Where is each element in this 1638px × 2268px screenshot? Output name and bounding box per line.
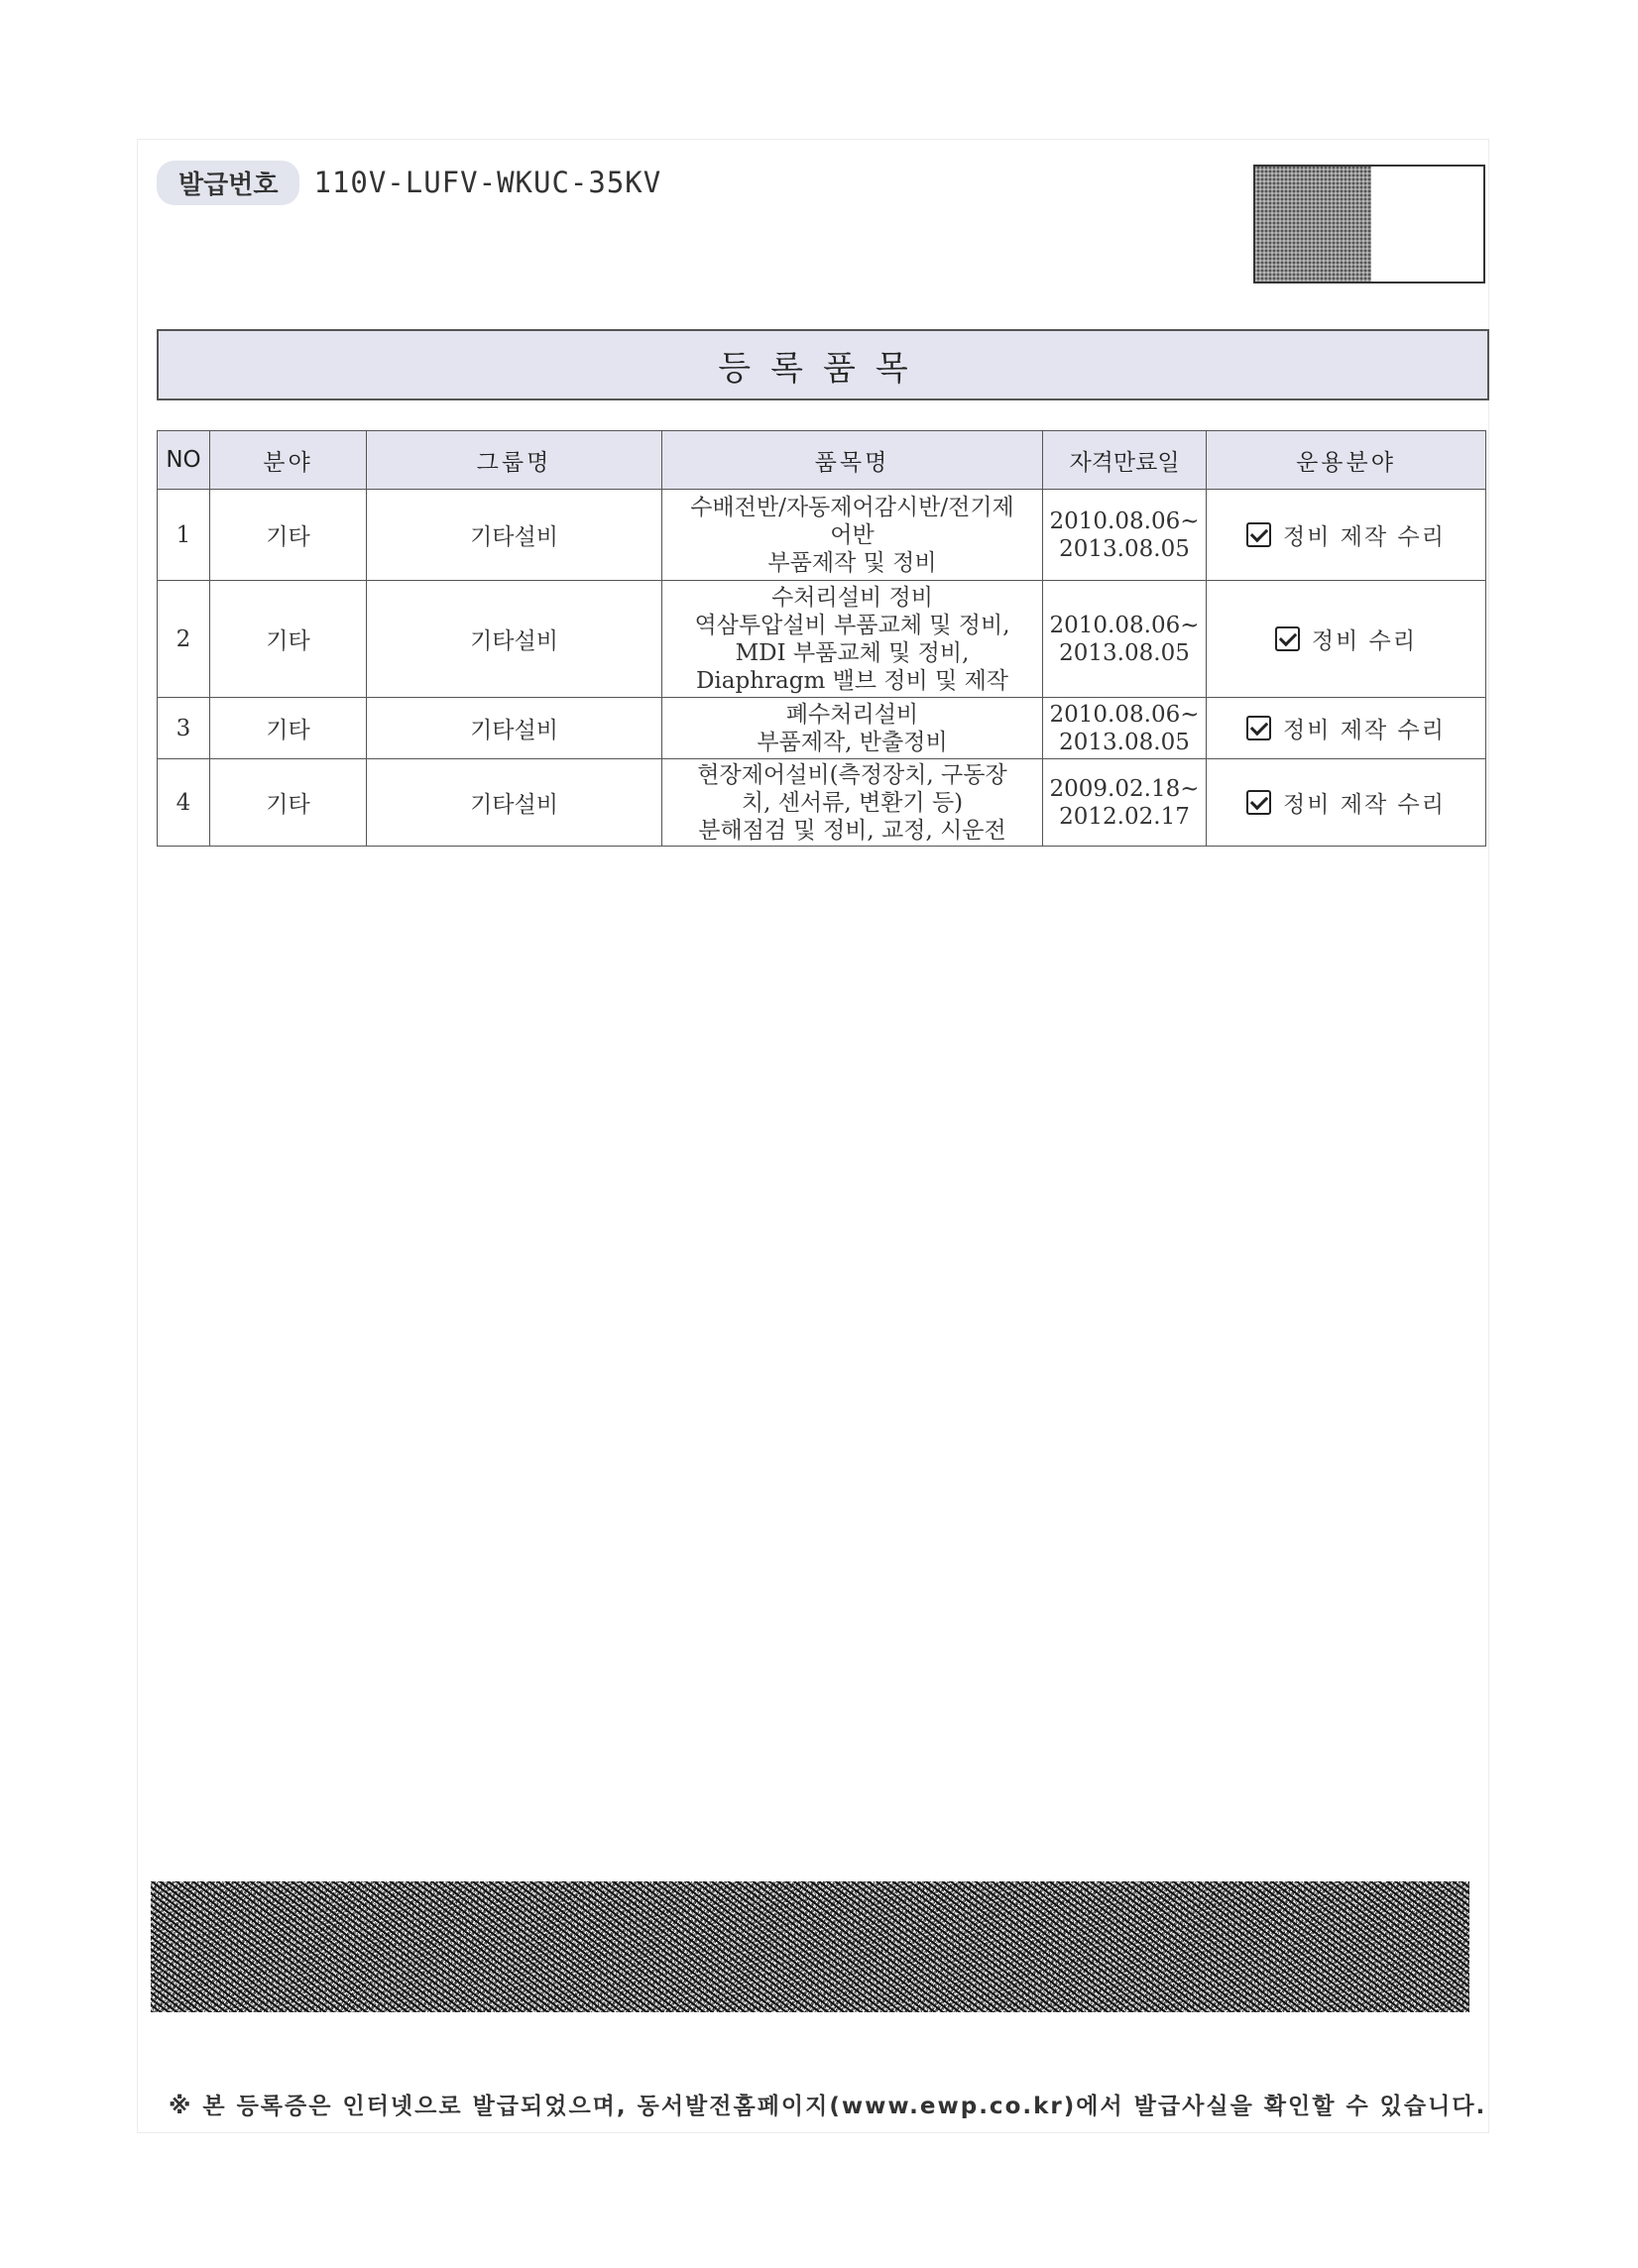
date-end: 2013.08.05 bbox=[1059, 535, 1190, 562]
cell-expiry bbox=[1043, 490, 1207, 581]
cell-expiry bbox=[1043, 581, 1207, 698]
checkbox-checked-icon bbox=[1246, 716, 1271, 740]
table-header-row bbox=[158, 431, 1486, 490]
cell-group: 기타설비 bbox=[367, 490, 662, 581]
cell-no: 2 bbox=[158, 581, 210, 698]
table-row bbox=[158, 759, 1486, 847]
issue-number bbox=[157, 163, 661, 202]
issue-number-code: 110V-LUFV-WKUC-35KV bbox=[313, 166, 662, 199]
cell-field: 기타 bbox=[210, 581, 367, 698]
cell-field: 기타 bbox=[210, 490, 367, 581]
cell-no: 1 bbox=[158, 490, 210, 581]
cell-group: 기타설비 bbox=[367, 581, 662, 698]
date-end: 2013.08.05 bbox=[1059, 639, 1190, 666]
date-start: 2010.08.06~ bbox=[1049, 508, 1200, 534]
cell-item bbox=[662, 490, 1043, 581]
item-line: 수배전반/자동제어감시반/전기제 bbox=[690, 494, 1014, 520]
col-header-expiry: 자격만료일 bbox=[1043, 431, 1207, 490]
checkbox-checked-icon bbox=[1246, 522, 1271, 547]
item-line: 수처리설비 정비 bbox=[771, 584, 933, 611]
issue-number-label: 발급번호 bbox=[157, 161, 299, 205]
stamp-pattern bbox=[1255, 167, 1371, 282]
cell-no: 3 bbox=[158, 698, 210, 759]
item-line: MDI 부품교체 및 정비, bbox=[735, 639, 970, 666]
item-line: 역삼투압설비 부품교체 및 정비, bbox=[694, 612, 1010, 638]
cell-item bbox=[662, 759, 1043, 847]
col-header-no: NO bbox=[158, 431, 210, 490]
date-start: 2010.08.06~ bbox=[1049, 701, 1200, 728]
date-end: 2012.02.17 bbox=[1059, 803, 1190, 830]
checkbox-checked-icon bbox=[1246, 790, 1271, 815]
item-line: 분해점검 및 정비, 교정, 시운전 bbox=[698, 817, 1006, 844]
table-row bbox=[158, 698, 1486, 759]
item-line: 어반 bbox=[830, 521, 875, 548]
date-start: 2010.08.06~ bbox=[1049, 612, 1200, 638]
date-end: 2013.08.05 bbox=[1059, 729, 1190, 755]
cell-item bbox=[662, 698, 1043, 759]
scope-text: 정비 제작 수리 bbox=[1283, 524, 1446, 550]
scope-text: 정비 수리 bbox=[1311, 628, 1418, 654]
cell-scope bbox=[1207, 581, 1486, 698]
checkbox-checked-icon bbox=[1275, 626, 1300, 651]
col-header-field: 분야 bbox=[210, 431, 367, 490]
table-row bbox=[158, 490, 1486, 581]
section-banner bbox=[157, 329, 1489, 400]
item-line: 현장제어설비(측정장치, 구동장 bbox=[697, 761, 1007, 788]
col-header-scope: 운용분야 bbox=[1207, 431, 1486, 490]
cell-field: 기타 bbox=[210, 698, 367, 759]
cell-scope bbox=[1207, 698, 1486, 759]
scope-text: 정비 제작 수리 bbox=[1283, 718, 1446, 743]
cell-group: 기타설비 bbox=[367, 698, 662, 759]
item-line: 부품제작 및 정비 bbox=[767, 549, 937, 576]
verification-barcode bbox=[151, 1881, 1469, 2012]
item-line: 폐수처리설비 bbox=[785, 701, 919, 728]
security-stamp bbox=[1253, 165, 1485, 284]
item-line: Diaphragm 밸브 정비 및 제작 bbox=[695, 667, 1009, 694]
footer-notice: ※ 본 등록증은 인터넷으로 발급되었으며, 동서발전홈페이지(www.ewp.co.kr)에서 발급사실을 확인할 수 있습니다. bbox=[169, 2094, 1487, 2119]
cell-no: 4 bbox=[158, 759, 210, 847]
registered-items-table bbox=[157, 430, 1486, 847]
col-header-item: 품목명 bbox=[662, 431, 1043, 490]
item-line: 부품제작, 반출정비 bbox=[757, 729, 948, 755]
cell-scope bbox=[1207, 490, 1486, 581]
section-title: 등록품목 bbox=[718, 348, 928, 389]
table-row bbox=[158, 581, 1486, 698]
cell-scope bbox=[1207, 759, 1486, 847]
cell-expiry bbox=[1043, 759, 1207, 847]
cell-group: 기타설비 bbox=[367, 759, 662, 847]
cell-expiry bbox=[1043, 698, 1207, 759]
cell-item bbox=[662, 581, 1043, 698]
scope-text: 정비 제작 수리 bbox=[1283, 792, 1446, 818]
col-header-group: 그룹명 bbox=[367, 431, 662, 490]
date-start: 2009.02.18~ bbox=[1049, 775, 1200, 802]
item-line: 치, 센서류, 변환기 등) bbox=[741, 789, 964, 816]
cell-field: 기타 bbox=[210, 759, 367, 847]
